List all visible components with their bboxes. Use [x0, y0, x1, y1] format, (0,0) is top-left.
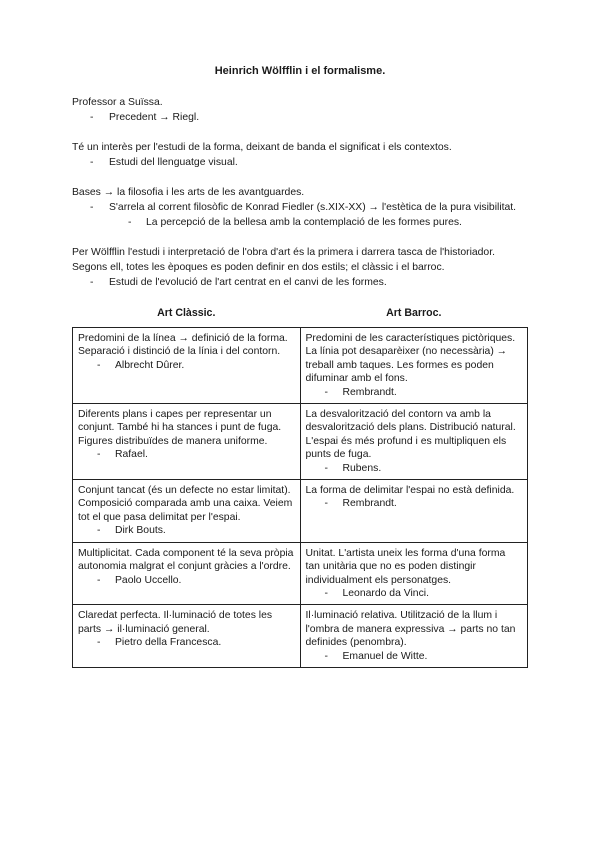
artist-bullet: - Rembrandt. [306, 386, 523, 399]
table-cell: Multiplicitat. Cada component té la seva pròpia autonomia malgrat el conjunt gràcies a l'ordre. - Paolo Uccello. [73, 542, 301, 605]
table-cell: Claredat perfecta. Il·luminació de totes les parts → il·luminació general. - Pietro della Francesca. [73, 605, 301, 668]
paragraph: Per Wölfflin l'estudi i interpretació de l'obra d'art és la primera i darrera tasca de l'historiador. [72, 247, 495, 258]
table-cell: La forma de delimitar l'espai no està definida. - Rembrandt. [300, 480, 528, 543]
table-row [73, 542, 528, 605]
document-title: Heinrich Wölfflin i el formalisme. [214, 65, 386, 77]
table-row [73, 328, 528, 404]
paragraph: Té un interès per l'estudi de la forma, deixant de banda el significat i els contextos. [72, 142, 452, 153]
bullet-item: - Precedent → Riegl. [72, 110, 528, 125]
table-cell: Conjunt tancat (és un defecte no estar limitat). Composició comparada amb una caixa. Veiem tot el que pasa delimitat per l'espai. - Dirk Bouts. [73, 480, 301, 543]
table-cell: Predomini de les característiques pictòriques. La línia pot desaparèixer (no necessària) → treball amb taques. Les formes es poden difuminar amb el fons. - Rembrandt. [300, 328, 528, 404]
artist-bullet: - Albrecht Dûrer. [78, 359, 295, 372]
bullet-item: - S'arrela al corrent filosòfic de Konrad Fiedler (s.XIX-XX) → l'estètica de la pura visibilitat. [72, 200, 528, 215]
comparison-table [72, 302, 528, 668]
paragraph: Segons ell, totes les èpoques es poden definir en dos estils; el clàssic i el barroc. [72, 262, 445, 273]
sub-bullet-item: - La percepció de la bellesa amb la contemplació de les formes pures. [72, 215, 528, 230]
bullet-item: - Estudi del llenguatge visual. [72, 155, 528, 170]
artist-bullet: - Rembrandt. [306, 497, 523, 510]
table-cell: La desvalorització del contorn va amb la desvalorització dels plans. Distribució natural. L'espai és més profund i es multipliquen els punts de fuga. - Rubens. [300, 404, 528, 480]
artist-bullet: - Emanuel de Witte. [306, 650, 523, 663]
table-cell: Unitat. L'artista uneix les forma d'una forma tan unitària que no es poden distingir individualment els personatges. - Leonardo da Vinci. [300, 542, 528, 605]
table-row [73, 404, 528, 480]
column-header-classic: Art Clàssic. [157, 307, 216, 319]
table-cell: Predomini de la línea → definició de la forma. Separació i distinció de la línia i del contorn. - Albrecht Dûrer. [73, 328, 301, 404]
bullet-item: - Estudi de l'evolució de l'art centrat en el canvi de les formes. [72, 275, 528, 290]
column-header-baroque: Art Barroc. [386, 307, 442, 319]
table-row [73, 480, 528, 543]
paragraph: Bases → la filosofia i les arts de les avantguardes. [72, 187, 305, 198]
artist-bullet: - Leonardo da Vinci. [306, 587, 523, 600]
artist-bullet: - Rubens. [306, 462, 523, 475]
artist-bullet: - Pietro della Francesca. [78, 636, 295, 649]
document-page [72, 64, 528, 668]
table-row [73, 605, 528, 668]
artist-bullet: - Rafael. [78, 448, 295, 461]
artist-bullet: - Paolo Uccello. [78, 574, 295, 587]
paragraph: Professor a Suïssa. [72, 97, 163, 108]
table-cell: Diferents plans i capes per representar un conjunt. També hi ha stances i punt de fuga. Figures distribuïdes de manera uniforme. - Rafael. [73, 404, 301, 480]
artist-bullet: - Dirk Bouts. [78, 524, 295, 537]
table-cell: Il·luminació relativa. Utilització de la llum i l'ombra de manera expressiva → parts no tan definides (penombra). - Emanuel de Witte. [300, 605, 528, 668]
